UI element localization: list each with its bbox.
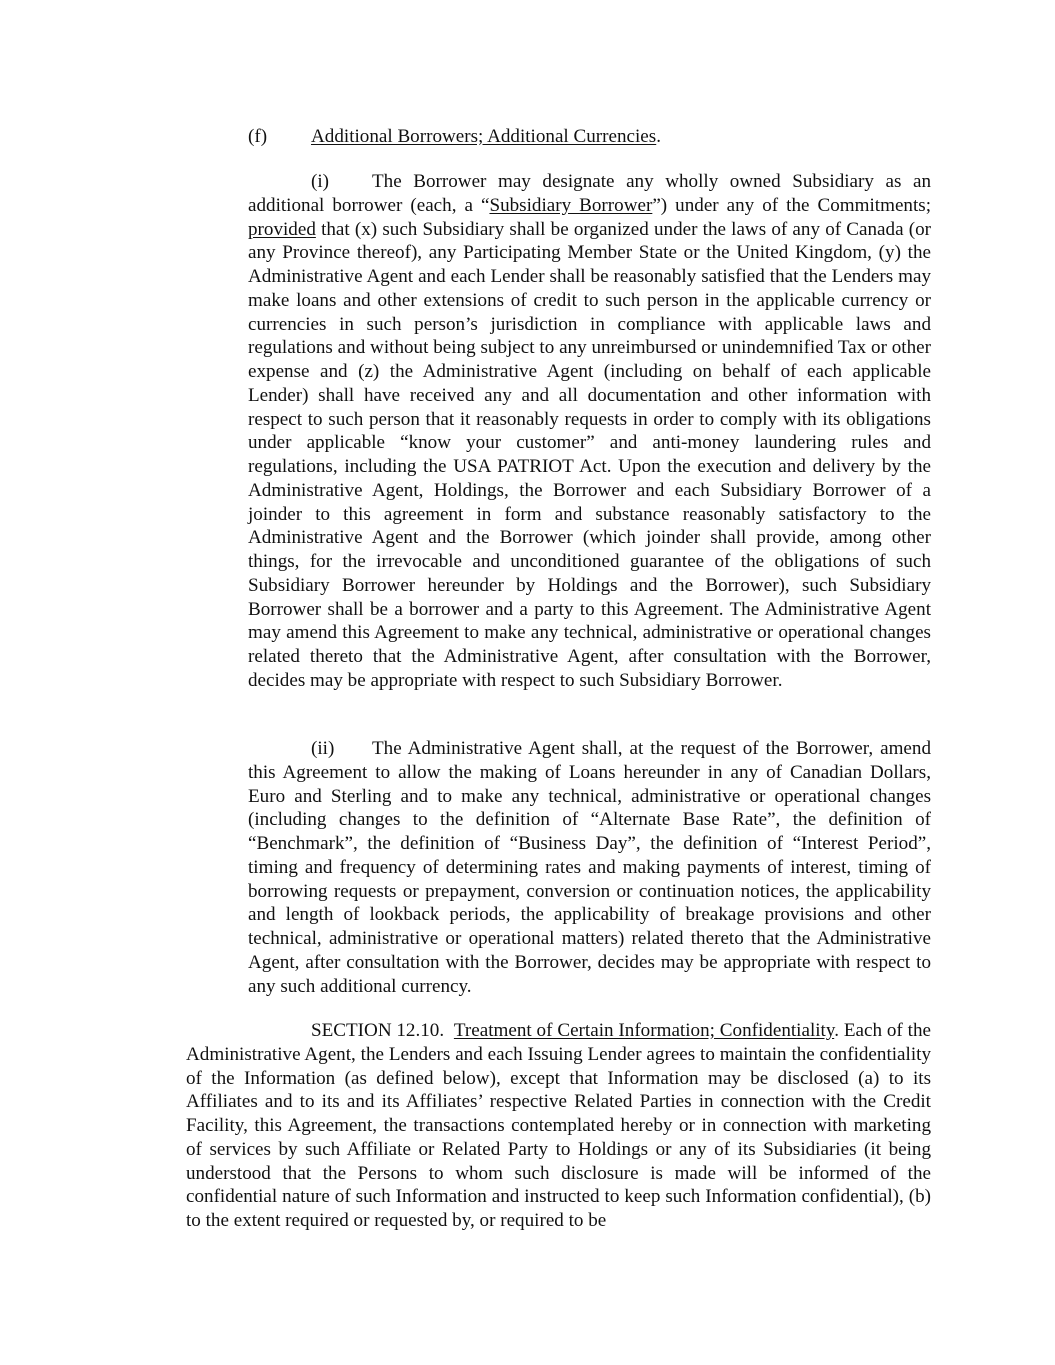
proviso-provided: provided (248, 218, 316, 240)
clause-i-text-1: The Borrower may designate any wholly owned Subsidiary as an additional borrower (each, a “ (248, 171, 931, 216)
subsection-f-title: Additional Borrowers; Additional Currencies (311, 126, 657, 147)
clause-i-paragraph (248, 170, 931, 693)
subsection-f-period: . (656, 126, 661, 147)
section-12-10-paragraph (186, 1019, 931, 1233)
section-12-10-label: SECTION 12.10. (311, 1020, 445, 1041)
clause-ii-text: The Administrative Agent shall, at the request of the Borrower, amend this Agreement to allow the making of Loans hereunder in any of Canadian Dollars, Euro and Sterling and to make any technical, administrative or operational changes (including changes to the definition of “Alternate Base Rate”, the definition of “Benchmark”, the definition of “Business Day”, the definition of “Interest Period”, timing and frequency of determining rates and making payments of interest, timing of borrowing requests or prepayment, conversion or continuation notices, the applicability and length of lookback periods, the applicability of breakage provisions and other technical, administrative or operational matters) related thereto that the Administrative Agent, after consultation with the Borrower, decides may be appropriate with respect to any such additional currency. (248, 738, 931, 997)
clause-i-text-3: that (x) such Subsidiary shall be organized under the laws of any of Canada (or any Province thereof), any Participating Member State or the United Kingdom, (y) the Administrative Agent and each Lender shall be reasonably satisfied that the Lenders may make loans and other extensions of credit to such person in the applicable currency or currencies in such person’s jurisdiction in compliance with applicable laws and regulations and without being subject to any unreimbursed or unindemnified Tax or other expense and (z) the Administrative Agent (including on behalf of each applicable Lender) shall have received any and all documentation and other information with respect to such person that it reasonably requests in order to comply with its obligations under applicable “know your customer” and anti-money laundering rules and regulations, including the USA PATRIOT Act. Upon the execution and delivery by the Administrative Agent, Holdings, the Borrower and each Subsidiary Borrower of a joinder to this agreement in form and substance reasonably satisfactory to the Administrative Agent and the Borrower (which joinder shall provide, among other things, for the irrevocable and unconditioned guarantee of the obligations of such Subsidiary Borrower hereunder by Holdings and the Borrower), such Subsidiary Borrower shall be a borrower and a party to this Agreement. The Administrative Agent may amend this Agreement to make any technical, administrative or operational changes related thereto that the Administrative Agent, after consultation with the Borrower, decides may be appropriate with respect to such Subsidiary Borrower. (248, 218, 931, 691)
clause-ii-number: (ii) (311, 738, 335, 759)
subsection-f-heading (248, 125, 948, 149)
clause-ii-paragraph (248, 737, 931, 998)
section-12-10-text: . Each of the Administrative Agent, the Lenders and each Issuing Lender agrees to maintain the confidentiality of the Information (as defined below), except that Information may be disclosed (a) to its Affiliates and to its and its Affiliates’ respective Related Parties in connection with the Credit Facility, this Agreement, the transactions contemplated hereby or in connection with marketing of services by such Affiliate or Related Party to Holdings or any of its Subsidiaries (it being understood that the Persons to whom such disclosure is made will be informed of the confidential nature of such Information and instructed to keep such Information confidential), (b) to the extent required or requested by, or required to be (186, 1020, 931, 1231)
clause-i-text-2: ”) under any of the Commitments; (652, 194, 932, 216)
defined-term-subsidiary-borrower: Subsidiary Borrower (489, 194, 653, 216)
subsection-f-number: (f) (248, 126, 268, 147)
section-12-10-title: Treatment of Certain Information; Confidentiality (453, 1020, 835, 1041)
clause-i-number: (i) (311, 171, 330, 192)
